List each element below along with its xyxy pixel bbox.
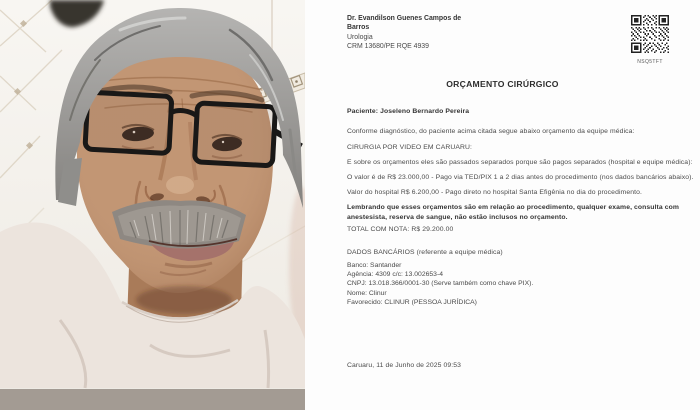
highlight-line2: anestesista, reserva de sangue, não estão inclusos no orçamento. (347, 214, 568, 221)
qr-label: NSQ5TFT (637, 59, 663, 65)
date-line: Caruaru, 11 de Junho de 2025 09:53 (347, 362, 461, 369)
paragraph-team-value: O valor é de R$ 23.000,00 - Pago via TED/PIX 1 a 2 dias antes do procedimento (nos dados bancários abaixo). (347, 174, 694, 181)
patient-line: Paciente: Joseleno Bernardo Pereira (347, 108, 470, 115)
bank-name: Banco: Santander (347, 262, 402, 269)
total-line: TOTAL COM NOTA: R$ 29.200.00 (347, 226, 454, 233)
doctor-registration: CRM 13680/PE RQE 4939 (347, 43, 429, 51)
bank-beneficiary: Favorecido: CLINUR (PESSOA JURÍDICA) (347, 298, 477, 306)
paragraph-hospital-value: Valor do hospital R$ 6.200,00 - Pago direto no hospital Santa Efigênia no dia do procedimento. (347, 189, 642, 196)
highlight-line1: Lembrando que esses orçamentos são em relação ao procedimento, qualquer exame, consulta com (347, 204, 680, 211)
surgical-budget-document (305, 0, 700, 410)
paragraph-separate-budgets: E sobre os orçamentos eles são passados separados porque são pagos separados (hospital e equipe médica): (347, 159, 693, 166)
paragraph-surgery-type: CIRURGIA POR VIDEO EM CARUARU: (347, 144, 472, 151)
bank-cnpj: CNPJ: 13.018.366/0001-30 (Serve também como chave PIX). (347, 280, 534, 288)
bank-holder-name: Nome: Clinur (347, 289, 387, 297)
patient-photo (0, 0, 305, 410)
qr-code-icon (631, 15, 669, 53)
bank-agency: Agência: 4309 c/c: 13.002653-4 (347, 271, 443, 279)
paragraph-diagnosis: Conforme diagnóstico, do paciente acima citada segue abaixo orçamento da equipe médica: (347, 128, 635, 135)
doctor-name-line2: Barros (347, 24, 370, 32)
photo-bottom-bar (0, 389, 305, 410)
bank-section-title: DADOS BANCÁRIOS (referente a equipe médica) (347, 249, 503, 256)
doctor-specialty: Urologia (347, 33, 373, 41)
document-title: ORÇAMENTO CIRÚRGICO (446, 79, 559, 89)
bank-details (347, 261, 533, 307)
patient-photo-art (0, 0, 305, 410)
doctor-header (347, 14, 461, 52)
qr-block (630, 15, 670, 65)
doctor-name-line1: Dr. Evandilson Guenes Campos de (347, 15, 462, 22)
